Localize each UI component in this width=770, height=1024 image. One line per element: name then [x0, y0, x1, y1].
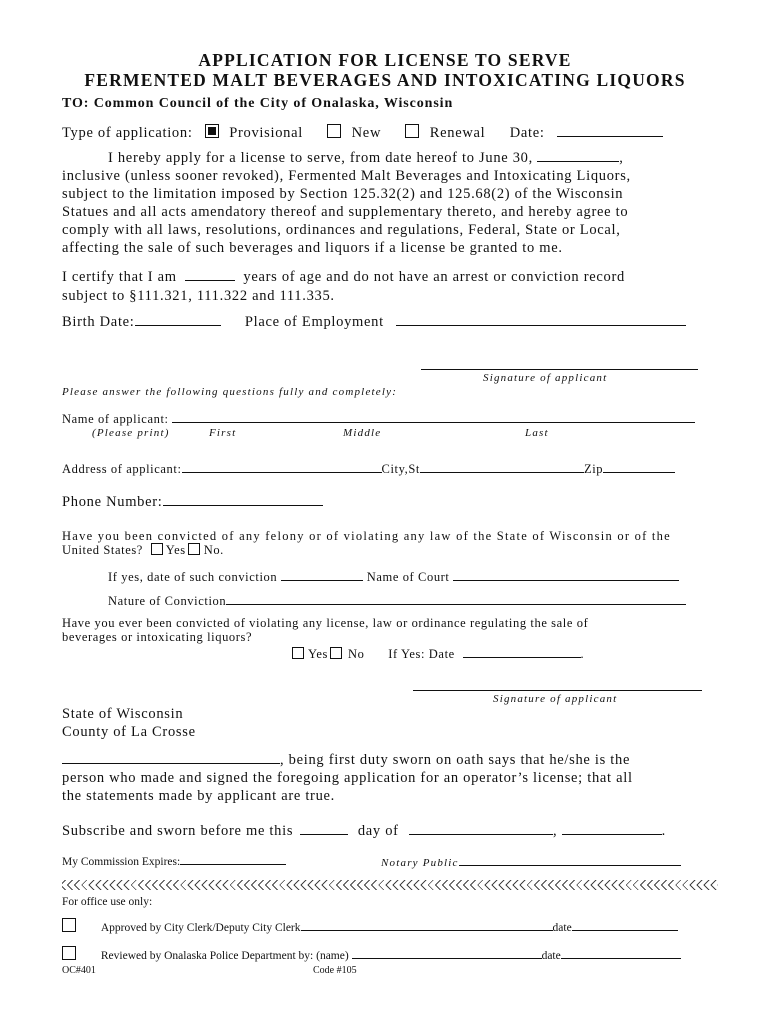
- oath-line2: person who made and signed the foregoing application for an operator’s license; that all: [62, 770, 633, 786]
- felony-yes-checkbox[interactable]: [151, 543, 163, 555]
- statement-line6: affecting the sale of such beverages and liquors if a license be granted to me.: [62, 240, 563, 256]
- conviction-nature-field[interactable]: [226, 592, 686, 605]
- address-label: Address of applicant:: [62, 462, 182, 476]
- addressee: TO: Common Council of the City of Onalaska, Wisconsin: [62, 96, 454, 111]
- name-label: Name of applicant:: [62, 412, 169, 426]
- separator-line: [62, 880, 718, 890]
- phone-label: Phone Number:: [62, 494, 163, 510]
- reviewed-date-label: date: [541, 950, 561, 962]
- name-row: [62, 410, 695, 427]
- application-type-row: [62, 124, 663, 142]
- address-row: [62, 460, 675, 477]
- notary-label: Notary Public: [381, 857, 459, 869]
- conviction-date-label: If yes, date of such conviction: [108, 570, 278, 584]
- conviction-date-row: [108, 568, 679, 585]
- day-of-label: day of: [357, 823, 399, 839]
- reviewed-field[interactable]: [352, 946, 542, 959]
- conviction-nature-row: [108, 592, 686, 609]
- oath-line1: , being first duty sworn on oath says that he/she is the: [62, 751, 630, 769]
- approved-date-field[interactable]: [572, 918, 678, 931]
- state-label: State of Wisconsin: [62, 706, 184, 722]
- birth-date-row: [62, 313, 686, 331]
- middle-name-caption: Middle: [343, 427, 382, 439]
- notary-field[interactable]: [459, 853, 681, 866]
- affiant-name-field[interactable]: [62, 751, 280, 764]
- felony-question-line1: Have you been convicted of any felony or of violating any law of the State of Wisconsin or of the: [62, 529, 671, 543]
- court-name-field[interactable]: [453, 568, 679, 581]
- new-label: New: [351, 125, 382, 141]
- license-yes-label: Yes: [308, 647, 328, 661]
- subscribe-row: Subscribe and sworn before me this day of , .: [62, 823, 666, 839]
- application-type-label: Type of application:: [62, 125, 193, 141]
- reviewed-date-field[interactable]: [561, 946, 681, 959]
- age-field[interactable]: [185, 268, 235, 281]
- last-name-caption: Last: [525, 427, 549, 439]
- statement-line5: comply with all laws, resolutions, ordinances and regulations, Federal, State or Local,: [62, 222, 621, 238]
- form-code: OC#401: [62, 965, 96, 976]
- new-checkbox[interactable]: [327, 124, 341, 138]
- city-state-field[interactable]: [420, 460, 584, 473]
- form-title-line1: APPLICATION FOR LICENSE TO SERVE: [198, 50, 572, 70]
- license-answer-row: Yes No If Yes: Date .: [292, 645, 584, 662]
- provisional-label: Provisional: [229, 125, 303, 141]
- approved-checkbox[interactable]: [62, 918, 76, 932]
- signature-caption-2: Signature of applicant: [493, 693, 618, 705]
- statement-line4: Statues and all acts amendatory thereof and supplementary thereto, and hereby agree to: [62, 204, 629, 220]
- reviewed-row: [62, 946, 681, 962]
- license-question-line2: beverages or intoxicating liquors?: [62, 630, 253, 644]
- first-name-caption: First: [209, 427, 237, 439]
- license-no-label: No: [348, 647, 365, 661]
- subscribe-year-field[interactable]: [562, 822, 662, 835]
- city-state-label: City,St: [381, 462, 420, 476]
- certify-line2: subject to §111.321, 111.322 and 111.335.: [62, 288, 335, 304]
- renewal-label: Renewal: [429, 125, 486, 141]
- signature-line-1[interactable]: [421, 369, 698, 370]
- signature-caption-1: Signature of applicant: [483, 372, 608, 384]
- date-label: Date:: [509, 125, 545, 141]
- license-question-line1: Have you ever been convicted of violating any license, law or ordinance regulating the sale of: [62, 616, 589, 630]
- form-title-line2: FERMENTED MALT BEVERAGES AND INTOXICATING LIQUORS: [84, 70, 686, 90]
- name-field[interactable]: [172, 410, 695, 423]
- approved-label: Approved by City Clerk/Deputy City Clerk: [100, 922, 301, 934]
- code-number: Code #105: [313, 965, 357, 976]
- commission-row: [62, 852, 286, 868]
- license-date-label: If Yes: Date: [388, 647, 455, 661]
- place-employment-field[interactable]: [396, 313, 686, 326]
- provisional-checkbox[interactable]: [205, 124, 219, 138]
- birth-date-label: Birth Date:: [62, 314, 135, 330]
- date-field[interactable]: [557, 124, 663, 137]
- office-use-label: For office use only:: [62, 896, 153, 908]
- reviewed-checkbox[interactable]: [62, 946, 76, 960]
- phone-row: [62, 493, 323, 511]
- approved-field[interactable]: [301, 918, 553, 931]
- notary-row: [381, 853, 681, 871]
- commission-label: My Commission Expires:: [62, 856, 181, 868]
- felony-yes-label: Yes: [165, 543, 186, 557]
- approved-row: [62, 918, 678, 934]
- place-employment-label: Place of Employment: [244, 314, 384, 330]
- reviewed-label: Reviewed by Onalaska Police Department by: (name): [100, 950, 349, 962]
- birth-date-field[interactable]: [135, 313, 221, 326]
- address-field[interactable]: [182, 460, 382, 473]
- approved-date-label: date: [552, 922, 572, 934]
- subscribe-day-field[interactable]: [300, 822, 348, 835]
- conviction-nature-label: Nature of Conviction: [108, 594, 227, 608]
- please-print-label: (Please print): [92, 427, 170, 439]
- license-date-field[interactable]: [463, 645, 581, 658]
- renewal-checkbox[interactable]: [405, 124, 419, 138]
- statement-line3: subject to the limitation imposed by Section 125.32(2) and 125.68(2) of the Wisconsin: [62, 186, 624, 202]
- county-label: County of La Crosse: [62, 724, 196, 740]
- felony-no-label: No.: [203, 543, 224, 557]
- zip-field[interactable]: [603, 460, 675, 473]
- statement-line2: inclusive (unless sooner revoked), Fermented Malt Beverages and Intoxicating Liquors,: [62, 168, 631, 184]
- court-name-label: Name of Court: [366, 570, 450, 584]
- conviction-date-field[interactable]: [281, 568, 363, 581]
- oath-line3: the statements made by applicant are true.: [62, 788, 335, 804]
- license-year-field[interactable]: [537, 149, 619, 162]
- commission-field[interactable]: [180, 852, 286, 865]
- felony-question-line2: United States? Yes No.: [62, 543, 224, 557]
- license-yes-checkbox[interactable]: [292, 647, 304, 659]
- certify-line1: I certify that I am years of age and do not have an arrest or conviction record: [62, 269, 625, 285]
- instructions: Please answer the following questions fully and completely:: [62, 386, 398, 398]
- zip-label: Zip: [584, 462, 604, 476]
- subscribe-label: Subscribe and sworn before me this: [62, 823, 294, 839]
- signature-line-2[interactable]: [413, 690, 702, 691]
- phone-field[interactable]: [163, 493, 323, 506]
- subscribe-month-field[interactable]: [409, 822, 553, 835]
- felony-no-checkbox[interactable]: [188, 543, 200, 555]
- statement-line1: I hereby apply for a license to serve, from date hereof to June 30, ,: [108, 150, 624, 166]
- license-no-checkbox[interactable]: [330, 647, 342, 659]
